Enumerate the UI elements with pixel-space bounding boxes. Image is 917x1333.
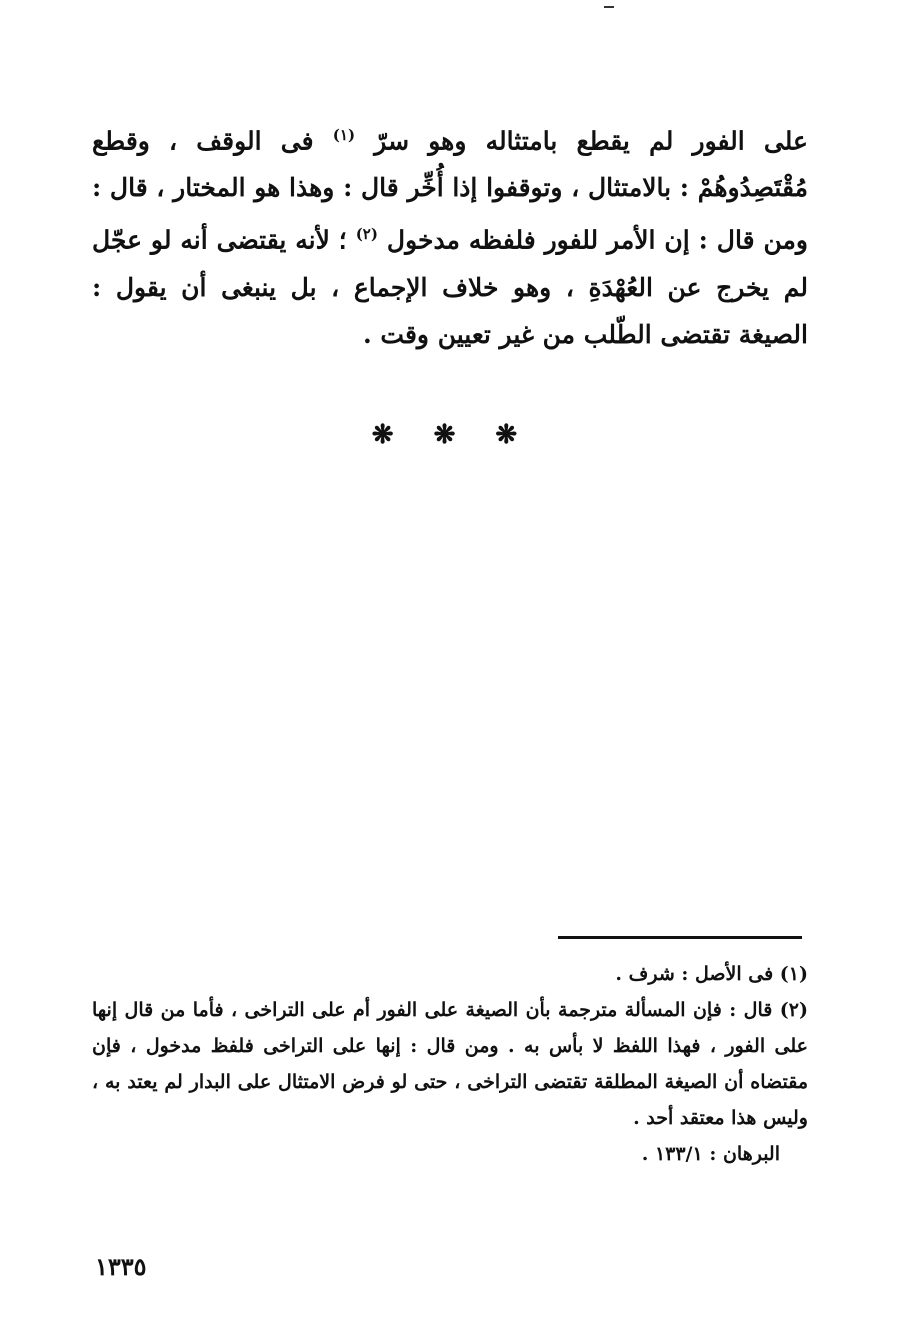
footnote-marker-1: (١) [332,126,356,144]
main-paragraph [92,112,808,358]
separator-star-icon: ❋ [371,420,422,450]
paragraph-text-part1: على الفور لم يقطع بامتثاله وهو سرّ [374,126,808,156]
section-separator [0,420,917,450]
footnote-2: (٢) قال : فإن المسألة مترجمة بأن الصيغة على الفور أم على التراخى ، فأما من قال إنها على الفور ، فهذا اللفظ لا بأس به . ومن قال : إنها على التراخى فلفظ مدخول ، فإن مقتضاه أن الصيغة المطلقة تقتضى التراخى ، حتى لو فرض الامتثال على البدار لم يعتد به ، وليس هذا معتقد أحد . [92,999,808,1129]
separator-star-icon: ❋ [433,420,484,450]
top-edge-mark [604,6,614,8]
footnote-divider [558,936,802,939]
footnotes-section [92,956,808,1172]
separator-star-icon: ❋ [495,420,546,450]
footnote-1: (١) فى الأصل : شرف . [615,963,808,985]
footnote-marker-2: (٢) [355,225,378,244]
paragraph-text-part2: فى الوقف ، وقطع مُقْتَصِدُوهُمْ : بالامتثال ، وتوقفوا إذا أُخِّر قال : وهذا هو المختار ، قال : ومن قال : إن الأمر للفور فلفظه مدخول [92,126,808,255]
footnote-2-source: البرهان : ١٣٣/١ . [641,1143,780,1165]
page-number: ١٣٣٥ [95,1252,147,1281]
paragraph-text-part3: ؛ لأنه يقتضى أنه لو عجّل لم يخرج عن العُهْدَةِ ، وهو خلاف الإجماع ، بل ينبغى أن يقول : الصيغة تقتضى الطّلب من غير تعيين وقت . [92,225,808,349]
